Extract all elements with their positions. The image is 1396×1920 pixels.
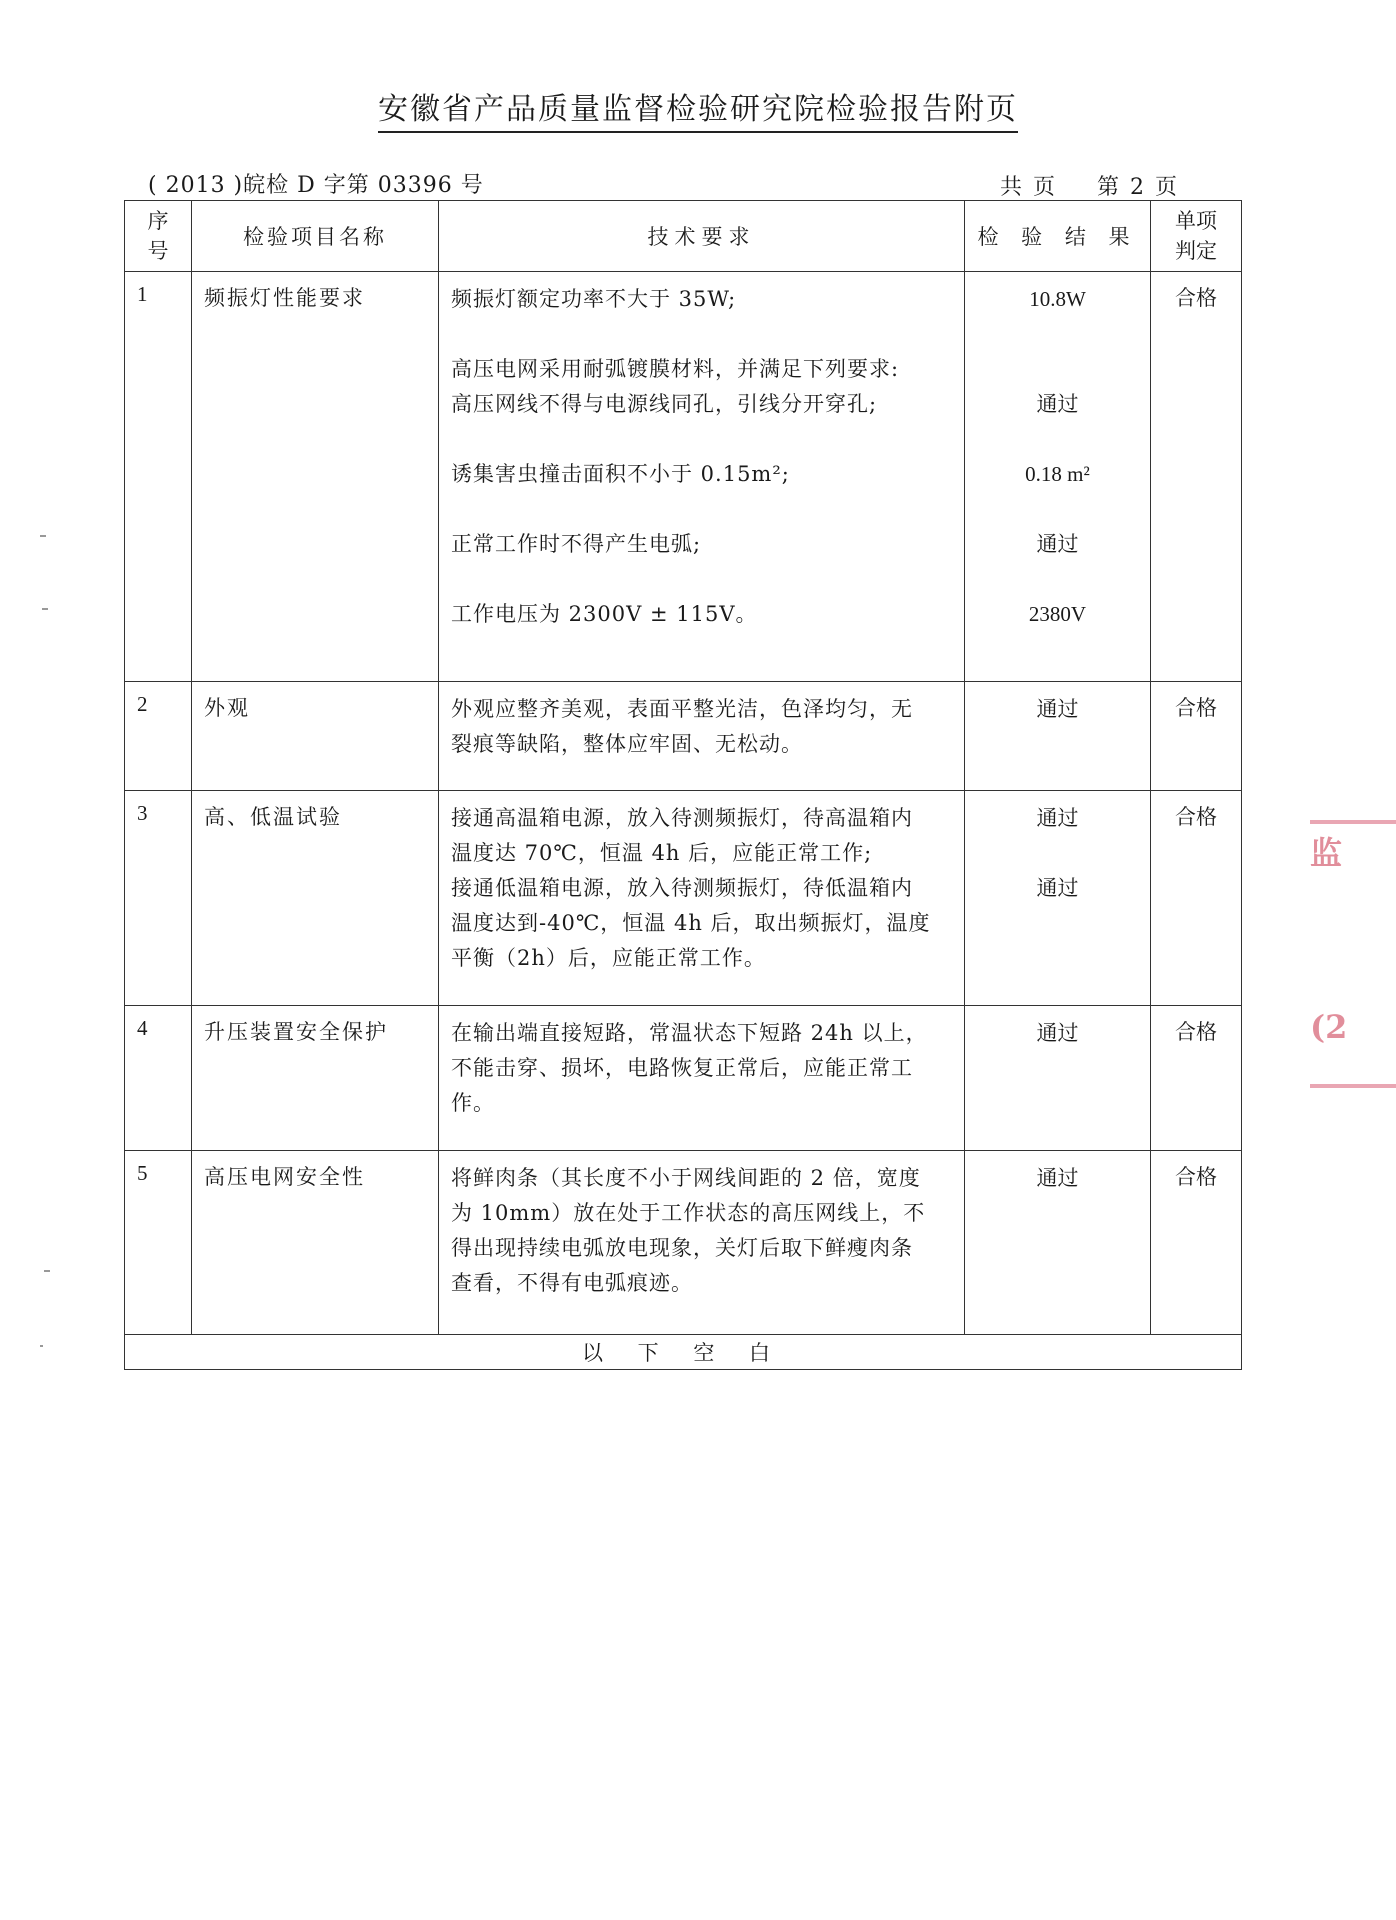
table-row bbox=[125, 791, 1242, 1006]
table-row bbox=[125, 1006, 1242, 1151]
row-verdict: 合格 bbox=[1151, 791, 1242, 1006]
report-title: 安徽省产品质量监督检验研究院检验报告附页 bbox=[0, 84, 1396, 128]
row-item: 升压装置安全保护 bbox=[192, 1006, 439, 1151]
blank-below-note: 以 下 空 白 bbox=[125, 1335, 1242, 1370]
row-number: 5 bbox=[125, 1151, 192, 1335]
row-verdict: 合格 bbox=[1151, 682, 1242, 791]
header-result: 检 验 结 果 bbox=[965, 201, 1151, 272]
scan-speck bbox=[42, 608, 48, 610]
row-requirement: 接通高温箱电源，放入待测频振灯，待高温箱内 温度达 70℃，恒温 4h 后，应能正常工作; 接通低温箱电源，放入待测频振灯，待低温箱内 温度达到-40℃，恒温 4h 后，取出频振灯，温度 平衡（2h）后，应能正常工作。 bbox=[439, 791, 965, 1006]
row-number: 1 bbox=[125, 272, 192, 682]
header-item: 检验项目名称 bbox=[192, 201, 439, 272]
row-number: 2 bbox=[125, 682, 192, 791]
row-result: 通过 bbox=[965, 1006, 1151, 1151]
table-row bbox=[125, 1151, 1242, 1335]
row-verdict: 合格 bbox=[1151, 1151, 1242, 1335]
page-total: 共 页 bbox=[1000, 175, 1057, 200]
page-current: 第 2 页 bbox=[1097, 175, 1179, 200]
table-row bbox=[125, 682, 1242, 791]
header-no: 序 号 bbox=[125, 201, 192, 272]
page-info bbox=[1000, 170, 1179, 201]
partial-seal-stamp: 监 (2 bbox=[1310, 820, 1396, 1088]
scan-speck bbox=[44, 1270, 50, 1272]
table-row bbox=[125, 272, 1242, 682]
report-number: ( 2013 )皖检 D 字第 03396 号 bbox=[148, 173, 484, 198]
inspection-table bbox=[124, 200, 1242, 1370]
row-result: 10.8W 通过 0.18 m² 通过 2380V bbox=[965, 272, 1151, 682]
row-item: 频振灯性能要求 bbox=[192, 272, 439, 682]
row-item: 外观 bbox=[192, 682, 439, 791]
scan-speck bbox=[40, 1345, 43, 1347]
row-requirement: 将鲜肉条（其长度不小于网线间距的 2 倍，宽度 为 10mm）放在处于工作状态的高压网线上，不 得出现持续电弧放电现象，关灯后取下鲜瘦肉条 查看，不得有电弧痕迹。 bbox=[439, 1151, 965, 1335]
row-number: 4 bbox=[125, 1006, 192, 1151]
table-footer-row bbox=[125, 1335, 1242, 1370]
row-requirement: 在输出端直接短路，常温状态下短路 24h 以上， 不能击穿、损坏，电路恢复正常后，应能正常工 作。 bbox=[439, 1006, 965, 1151]
row-verdict: 合格 bbox=[1151, 272, 1242, 682]
row-item: 高、低温试验 bbox=[192, 791, 439, 1006]
row-requirement: 频振灯额定功率不大于 35W; 高压电网采用耐弧镀膜材料，并满足下列要求: 高压网线不得与电源线同孔，引线分开穿孔; 诱集害虫撞击面积不小于 0.15m²; 正常工作时不得产生电弧; 工作电压为 2300V ± 115V。 bbox=[439, 272, 965, 682]
row-result: 通过 通过 bbox=[965, 791, 1151, 1006]
header-verdict: 单项 判定 bbox=[1151, 201, 1242, 272]
row-item: 高压电网安全性 bbox=[192, 1151, 439, 1335]
header-requirement: 技术要求 bbox=[439, 201, 965, 272]
scan-speck bbox=[40, 535, 46, 537]
row-verdict: 合格 bbox=[1151, 1006, 1242, 1151]
row-result: 通过 bbox=[965, 682, 1151, 791]
row-requirement: 外观应整齐美观，表面平整光洁，色泽均匀，无 裂痕等缺陷，整体应牢固、无松动。 bbox=[439, 682, 965, 791]
row-number: 3 bbox=[125, 791, 192, 1006]
table-header-row bbox=[125, 201, 1242, 272]
row-result: 通过 bbox=[965, 1151, 1151, 1335]
